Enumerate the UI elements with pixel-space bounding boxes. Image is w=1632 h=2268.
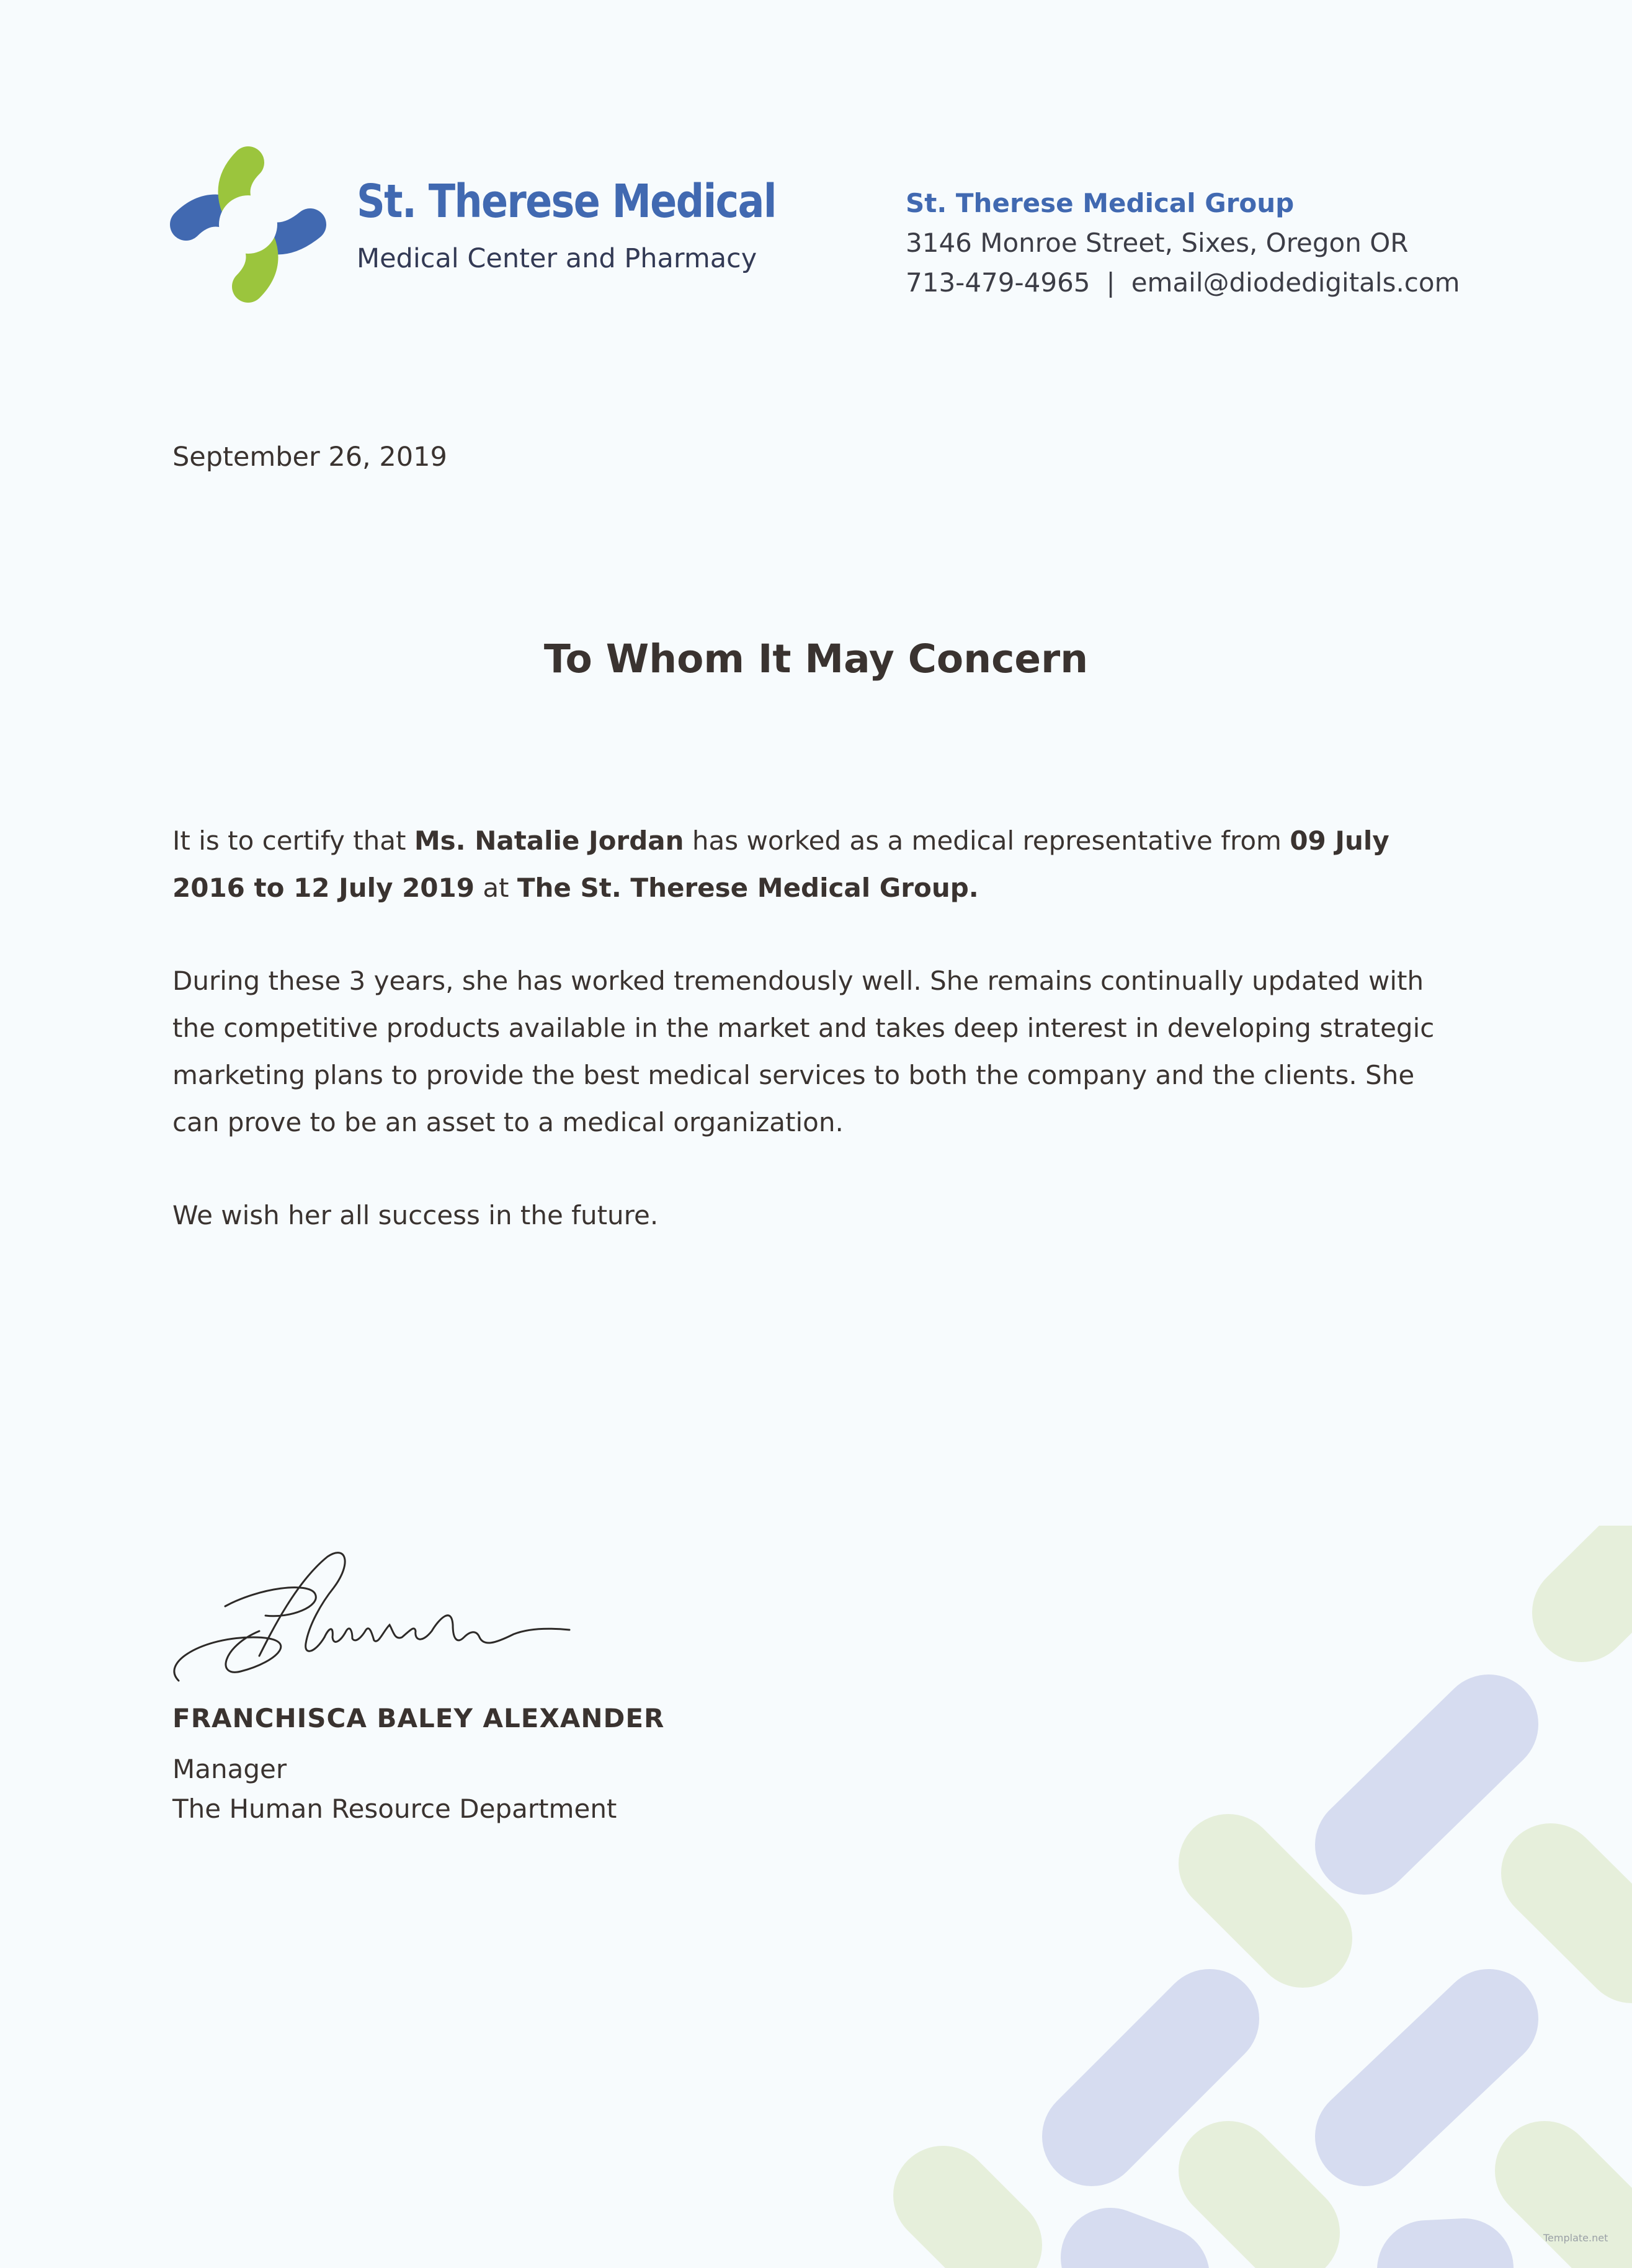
contact-phone: 713-479-4965 (906, 267, 1090, 298)
letter-salutation: To Whom It May Concern (543, 636, 1089, 682)
p1-text-3: at (474, 873, 517, 903)
cross-logo-icon (167, 144, 329, 305)
contact-block (906, 184, 1460, 303)
paragraph-wishes: We wish her all success in the future. (172, 1200, 659, 1230)
signer-name: FRANCHISCA BALEY ALEXANDER (172, 1703, 665, 1733)
paragraph-performance: During these 3 years, she has worked tremendously well. She remains continually updated with the competitive products available in the market and takes deep interest in developing strategic marketing plans to provide the best medical services to both the company and the clients. She can prove to be an asset to a medical organization. (172, 966, 1435, 1137)
employee-name: Ms. Natalie Jordan (414, 825, 684, 856)
employment-period: 09 July 2016 to 12 July 2019 (172, 825, 1389, 903)
paragraph-certification (172, 817, 1469, 912)
signature-icon (166, 1538, 576, 1699)
contact-line (906, 263, 1460, 303)
p1-text-2: has worked as a medical representative from (684, 825, 1290, 856)
signer-title-block (172, 1750, 617, 1829)
p1-text-1: It is to certify that (172, 825, 414, 856)
contact-separator: | (1106, 267, 1115, 298)
contact-email: email@diodedigitals.com (1131, 267, 1460, 298)
letter-date: September 26, 2019 (172, 442, 447, 473)
contact-address: 3146 Monroe Street, Sixes, Oregon OR (906, 228, 1409, 258)
letter-body (172, 817, 1469, 1285)
employer-name: The St. Therese Medical Group. (517, 873, 979, 903)
signer-department: The Human Resource Department (172, 1794, 617, 1824)
brand-tagline: Medical Center and Pharmacy (357, 243, 757, 274)
template-watermark: Template.net (1543, 2232, 1608, 2244)
brand-name: St. Therese Medical (357, 175, 776, 228)
molecule-pattern-decoration (868, 1526, 1632, 2268)
contact-organization: St. Therese Medical Group (906, 188, 1295, 218)
signer-title: Manager (172, 1754, 287, 1784)
